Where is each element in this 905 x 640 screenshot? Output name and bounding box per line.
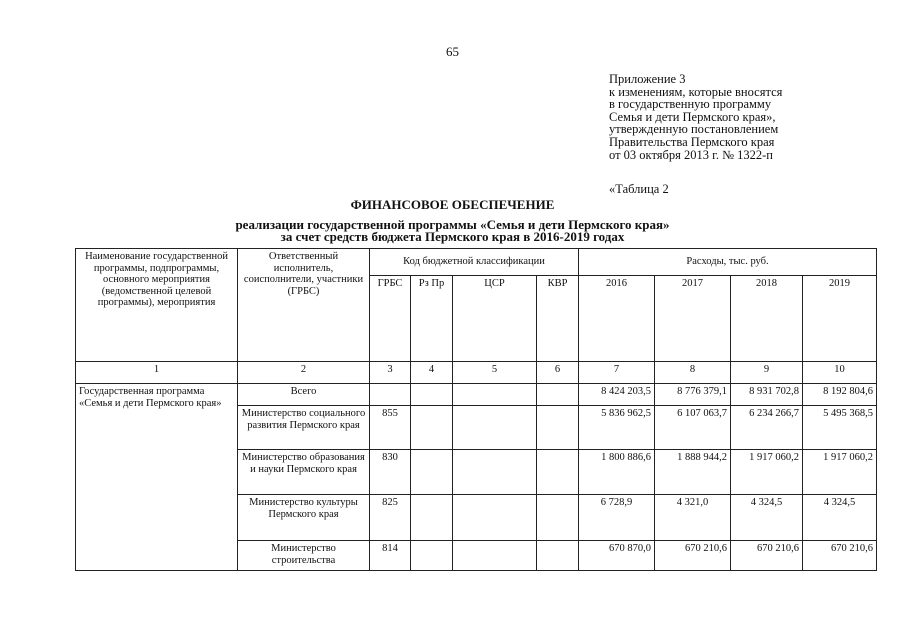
- value-2019: 4 324,5: [803, 495, 877, 541]
- column-number: 2: [238, 362, 370, 384]
- kvr-cell: [537, 495, 579, 541]
- value-2018: 4 324,5: [731, 495, 803, 541]
- header-rzpr: Рз Пр: [411, 276, 453, 362]
- executor-cell: Министерство строительства: [238, 541, 370, 571]
- value-2017: 4 321,0: [655, 495, 731, 541]
- financing-table: [75, 248, 877, 571]
- appendix-line: Семья и дети Пермского края»,: [609, 109, 776, 124]
- appendix-line: к изменениям, которые вносятся: [609, 84, 783, 99]
- appendix-line: Правительства Пермского края: [609, 134, 775, 149]
- rzpr-cell: [411, 384, 453, 406]
- header-csr: ЦСР: [453, 276, 537, 362]
- grbs-cell: 830: [370, 450, 411, 495]
- column-number: 10: [803, 362, 877, 384]
- value-2016: 8 424 203,5: [579, 384, 655, 406]
- value-2018: 8 931 702,8: [731, 384, 803, 406]
- column-number-row: [76, 362, 877, 384]
- value-2016: 6 728,9: [579, 495, 655, 541]
- subtitle-line: за счет средств бюджета Пермского края в 2016-2019 годах: [280, 229, 625, 244]
- column-number: 5: [453, 362, 537, 384]
- grbs-cell: 814: [370, 541, 411, 571]
- header-name: Наименование государственной программы, подпрограммы, основного мероприятия (ведомственной целевой программы), мероприятия: [76, 249, 238, 362]
- value-2019: 5 495 368,5: [803, 406, 877, 450]
- column-number: 8: [655, 362, 731, 384]
- grbs-cell: 855: [370, 406, 411, 450]
- value-2019: 670 210,6: [803, 541, 877, 571]
- column-number: 4: [411, 362, 453, 384]
- value-2018: 670 210,6: [731, 541, 803, 571]
- column-number: 7: [579, 362, 655, 384]
- grbs-cell: 825: [370, 495, 411, 541]
- appendix-line: в государственную программу: [609, 97, 772, 112]
- value-2017: 1 888 944,2: [655, 450, 731, 495]
- kvr-cell: [537, 450, 579, 495]
- program-name: Государственная программа «Семья и дети Пермского края»: [76, 384, 238, 571]
- executor-cell: Министерство культуры Пермского края: [238, 495, 370, 541]
- appendix-line: Приложение 3: [609, 72, 686, 86]
- subtitle-line: реализации государственной программы «Семья и дети Пермского края»: [235, 217, 670, 232]
- header-2017: 2017: [655, 276, 731, 362]
- value-2016: 1 800 886,6: [579, 450, 655, 495]
- column-number: 6: [537, 362, 579, 384]
- table-row: [76, 384, 877, 406]
- header-2016: 2016: [579, 276, 655, 362]
- value-2019: 1 917 060,2: [803, 450, 877, 495]
- document-title: ФИНАНСОВОЕ ОБЕСПЕЧЕНИЕ: [350, 197, 555, 212]
- header-executor: Ответственный исполнитель, соисполнители, участники (ГРБС): [238, 249, 370, 362]
- csr-cell: [453, 406, 537, 450]
- kvr-cell: [537, 541, 579, 571]
- value-2017: 670 210,6: [655, 541, 731, 571]
- executor-cell: Министерство образования и науки Пермского края: [238, 450, 370, 495]
- value-2017: 8 776 379,1: [655, 384, 731, 406]
- document-subtitle: [0, 219, 905, 243]
- value-2019: 8 192 804,6: [803, 384, 877, 406]
- page-number: 65: [446, 44, 459, 59]
- header-kvr: КВР: [537, 276, 579, 362]
- rzpr-cell: [411, 495, 453, 541]
- header-expenses: Расходы, тыс. руб.: [579, 249, 877, 276]
- rzpr-cell: [411, 406, 453, 450]
- kvr-cell: [537, 406, 579, 450]
- value-2017: 6 107 063,7: [655, 406, 731, 450]
- header-row: [76, 249, 877, 276]
- header-grbs: ГРБС: [370, 276, 411, 362]
- table-label: «Таблица 2: [609, 182, 669, 196]
- column-number: 9: [731, 362, 803, 384]
- appendix-line: от 03 октября 2013 г. № 1322-п: [609, 147, 773, 162]
- rzpr-cell: [411, 541, 453, 571]
- header-2019: 2019: [803, 276, 877, 362]
- csr-cell: [453, 384, 537, 406]
- header-2018: 2018: [731, 276, 803, 362]
- csr-cell: [453, 495, 537, 541]
- appendix-line: утвержденную постановлением: [609, 122, 779, 137]
- appendix-note: [609, 73, 782, 161]
- value-2016: 5 836 962,5: [579, 406, 655, 450]
- grbs-cell: [370, 384, 411, 406]
- header-budget-code: Код бюджетной классификации: [370, 249, 579, 276]
- executor-cell: Всего: [238, 384, 370, 406]
- kvr-cell: [537, 384, 579, 406]
- value-2018: 1 917 060,2: [731, 450, 803, 495]
- csr-cell: [453, 541, 537, 571]
- csr-cell: [453, 450, 537, 495]
- value-2016: 670 870,0: [579, 541, 655, 571]
- executor-cell: Министерство социального развития Пермского края: [238, 406, 370, 450]
- column-number: 1: [76, 362, 238, 384]
- value-2018: 6 234 266,7: [731, 406, 803, 450]
- rzpr-cell: [411, 450, 453, 495]
- column-number: 3: [370, 362, 411, 384]
